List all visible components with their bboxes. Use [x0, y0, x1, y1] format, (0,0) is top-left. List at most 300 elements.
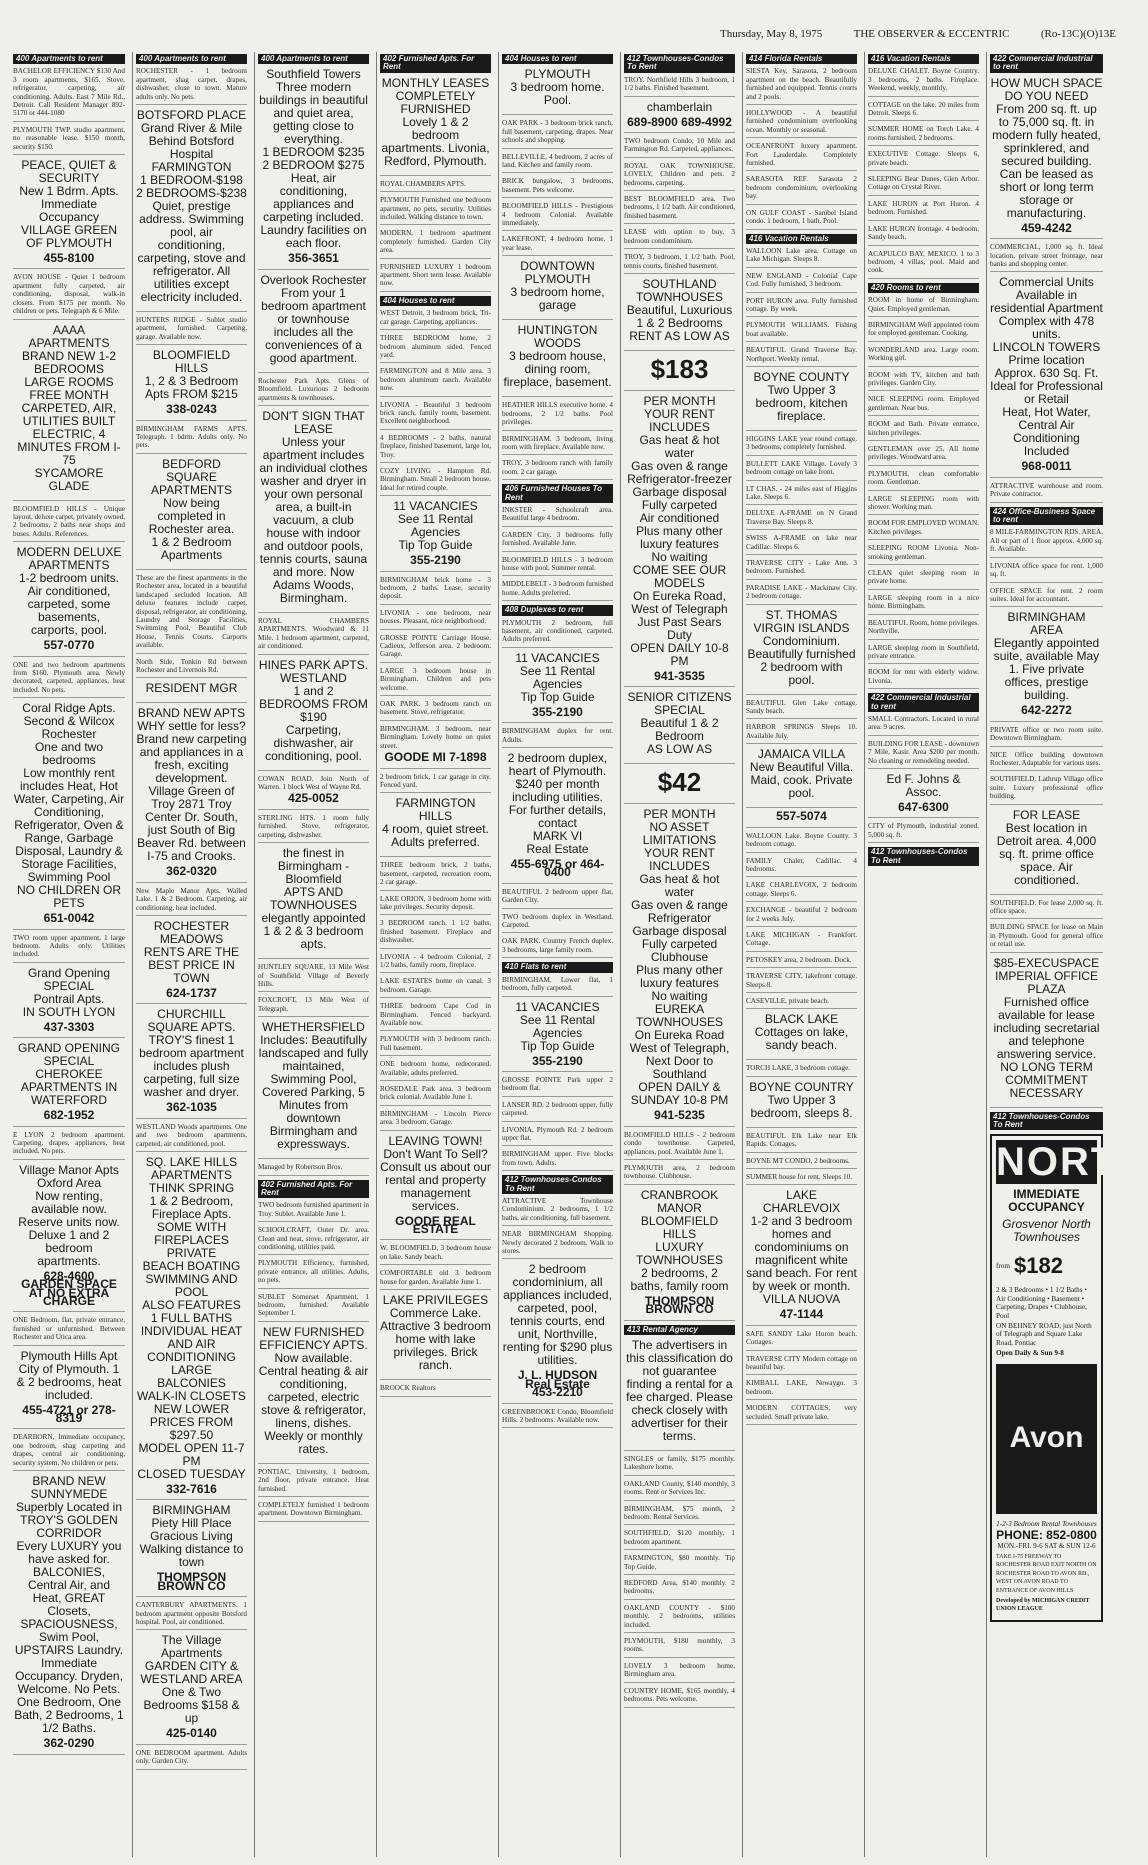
ad-text: PRIVATE office or two room suite. Downtown Birmingham. [990, 725, 1103, 743]
ad-text: OAKLAND COUNTY - $100 monthly. 2 bedrooms, utilities included. [624, 1603, 735, 1629]
ad-display-text: $85-EXECUSPACE IMPERIAL OFFICE PLAZA Furnished office available for lease including secretarial and telephone answering service. NO LONG TERM COMMITMENT NECESSARY [993, 955, 1100, 1100]
ad-text: CANTERBURY APARTMENTS. 1 bedroom apartment opposite Botsford hospital. Pool, air conditioned. [136, 1601, 247, 1627]
classified-ad [13, 1433, 125, 1471]
ad-text: BEAUTIFUL Grand Traverse Bay. Northport. Weekly rental. [746, 346, 857, 363]
classified-ad [380, 1002, 491, 1031]
classified-ad [380, 1110, 491, 1131]
avon-phone: PHONE: 852-0800 [996, 1528, 1097, 1543]
classified-ad [746, 1404, 857, 1425]
ad-text: FURNISHED LUXURY 1 bedroom apartment. Short term lease. Available now. [380, 262, 491, 288]
classified-ad [380, 180, 491, 192]
ad-text: CLEAN quiet sleeping room in private home. [868, 569, 979, 586]
classified-ad [868, 544, 979, 565]
ad-text: BLOOMFIELD HILLS - 3 bedroom house with pool. Summer rental. [502, 555, 613, 572]
ad-phone: 941-5235 [654, 1108, 705, 1123]
ad-text: PARADISE LAKE - Mackinaw City. 2 bedroom cottage. [746, 583, 857, 601]
classified-ad [502, 260, 613, 320]
ad-display-text: BOTSFORD PLACE Grand River & Mile Behind Botsford Hospital FARMINGTON 1 BEDROOM-$198 2 BEDROOMS-$238 Quiet, prestige address. Swimming pool, air conditioning, carpeting, stove and refrigerator. All utilities except electricity included. [136, 108, 247, 305]
ad-display-text: PER MONTH YOUR RENT INCLUDES Gas heat & hot water Gas oven & range Refrigerator-freezer Garbage disposal Fully carpeted Air conditioned Plus many other luxury features No waiting COME SEE OUR MODELS On Eureka Road, West of Telegraph Just Past Sears Duty OPEN DAILY 10-8 PM [627, 393, 732, 668]
ad-text: BLOOMFIELD HILLS - Unique layout, deluxe carpet, privately owned, 2 bedrooms, 2 baths near shops and buses. Adults. References. [13, 504, 125, 538]
classified-ad [502, 119, 613, 148]
ad-text: BIRMINGHAM. 3 bedroom, near Birmingham. Lovely home on quiet street. [380, 724, 491, 750]
ad-display-text: Village Manor Apts Oxford Area Now renting, available now. Reserve units now. Deluxe 1 and 2 bedroom apartments. [18, 1162, 120, 1268]
ad-text: REDFORD Area, $140 monthly. 2 bedrooms. [624, 1579, 735, 1596]
section-header: 414 Florida Rentals [746, 54, 857, 64]
classified-ad [746, 857, 857, 878]
classified-ad [990, 726, 1103, 747]
classified-ad [136, 458, 247, 570]
classified-ad [868, 715, 979, 736]
classified-ad [746, 109, 857, 138]
classified-ad [258, 1163, 369, 1175]
ad-text: STERLING HTS. 1 room fully furnished. Stove, refrigerator, carpeting, dishwasher. [258, 813, 369, 839]
ad-text: THREE BEDROOM home, 2 bedroom aluminum sided. Fenced yard. [380, 334, 491, 359]
ad-text: GARDEN City, 3 bedrooms fully furnished. Available June. [502, 530, 613, 548]
ad-text: COMFORTABLE old 3 bedroom house for garden. Available June 1. [380, 1269, 491, 1286]
classified-ad [746, 723, 857, 744]
section-header: 416 Vacation Rentals [868, 54, 979, 64]
classified-ad [258, 1326, 369, 1464]
classified-ad [502, 752, 613, 884]
classified-ad [380, 1035, 491, 1056]
ad-text: BIRMINGHAM. Lower flat, 1 bedroom, fully carpeted. [502, 975, 613, 993]
ad-text: BRICK bungalow, 3 bedrooms, basement. Pets welcome. [502, 177, 613, 194]
classified-ad [502, 1126, 613, 1147]
classified-ad [136, 887, 247, 916]
classified-ad [746, 748, 857, 808]
ad-text: BIRMINGHAM brick home - 3 bedroom, 2 baths. Lease, security deposit. [380, 575, 491, 601]
classified-ad [502, 619, 613, 648]
column-1 [10, 52, 128, 1857]
classified-ad [380, 1384, 491, 1396]
classified-ad [990, 482, 1103, 503]
classified-ad [258, 1021, 369, 1159]
classified-ad [746, 1064, 857, 1076]
classified-ad [13, 505, 125, 543]
ad-text: SOUTHFIELD. Lathrup Village office suite. Luxury professional office building. [990, 775, 1103, 801]
classified-ad [380, 500, 491, 571]
classified-ad [868, 225, 979, 246]
ad-display-text: 11 VACANCIES See 11 Rental Agencies Tip Top Guide [515, 650, 600, 704]
ad-display-text: RESIDENT MGR [145, 681, 238, 696]
classified-ad [746, 809, 857, 827]
north-hours: Open Daily & Sun 9-8 [996, 1349, 1064, 1358]
ad-text: TROY. Northfield Hills 3 bedroom, 1 1/2 baths. Finished basement. [624, 75, 735, 93]
ad-text: COZY LIVING - Hampton Rd. Birmingham. Small 2 bedroom house. Ideal for retired couple. [380, 466, 491, 492]
classified-ad [746, 247, 857, 268]
classified-ad [746, 1157, 857, 1169]
classified-ad [380, 667, 491, 696]
classified-ad [502, 556, 613, 577]
ad-text: WESTLAND Woods apartments. One and two bedroom apartments, carpeted, air conditioned, pool. [136, 1122, 247, 1148]
column-8 [864, 52, 982, 1857]
classified-ad [990, 751, 1103, 772]
classified-ad [380, 609, 491, 630]
ad-text: 2 bedroom brick, 1 car garage in city. Fenced yard. [380, 772, 491, 789]
classified-ad [746, 956, 857, 968]
classified-ad [380, 725, 491, 769]
classified-ad [13, 1131, 125, 1160]
ad-text: CASEVILLE, private beach. [746, 996, 830, 1005]
classified-ad [502, 68, 613, 115]
classified-ad [746, 67, 857, 105]
ad-text: BEAUTIFUL Glen Lake cottage. Sandy beach. [746, 698, 857, 716]
ad-price: $42 [657, 767, 702, 798]
ad-text: LIVONIA - Beautiful 3 bedroom brick ranch, family room, basement. Excellent neighborhood. [380, 400, 491, 426]
ad-display-text: GRAND OPENING SPECIAL CHEROKEE APARTMENTS IN WATERFORD [17, 1041, 120, 1108]
ad-display-text: BOYNE COUNTY Two Upper 3 bedroom, kitchen fireplace. [753, 369, 850, 423]
ad-phone: 455-4721 or 278-8319 [22, 1402, 116, 1426]
ad-text: HUNTLEY SQUARE, 13 Mile West of Southfield. Village of Beverly Hills. [258, 963, 369, 988]
classified-ad [868, 346, 979, 367]
ad-text: HARBOR SPRINGS Sleeps 10. Available July. [746, 723, 857, 740]
ad-phone: 557-0770 [43, 638, 95, 653]
ad-text: ONE and two bedroom apartments from $160. Plymouth area. Newly decorated, carpeted, appliances, heat included. No pets. [13, 660, 125, 694]
classified-ad [258, 274, 369, 373]
classified-ad [868, 67, 979, 96]
ad-text: ROOM in home of Birmingham. Quiet. Employed gentleman. [868, 296, 979, 313]
ad-text: TORCH LAKE, 3 bedroom cottage. [746, 1064, 851, 1073]
classified-ad [746, 435, 857, 456]
avon-logo-text: Avon [1009, 1421, 1084, 1455]
ad-text: North Side, Tonkin Rd between Rochester and Livernois Rd. [136, 657, 247, 674]
ad-phone: 647-6300 [898, 799, 949, 814]
classified-ad [502, 1076, 613, 1097]
ad-text: ROSEDALE Park area. 3 bedroom brick colonial. Available June 1. [380, 1085, 491, 1102]
classified-ad [136, 109, 247, 312]
classified-ad [990, 775, 1103, 804]
avon-directions: TAKE I-75 FREEWAY TO ROCHESTER ROAD EXIT NORTH ON ROCHESTER ROAD TO AVON RD., WEST ON AVON ROAD TO ENTRANCE OF AVON HILLS [996, 1553, 1097, 1594]
classified-ad [624, 162, 735, 191]
classified-ad [624, 1189, 735, 1321]
ad-display-text: 2 bedroom duplex, heart of Plymouth. $240 per month including utilities. For further details, contact MARK VI Real Estate [507, 751, 608, 857]
classified-ad [502, 727, 613, 748]
classified-page [10, 52, 1148, 1857]
ad-text: BULLETT LAKE Village. Lovely 3 bedroom cottage on lake front. [746, 459, 857, 477]
classified-ad [380, 229, 491, 258]
column-3 [254, 52, 372, 1857]
north-price: $182 [1013, 1253, 1063, 1279]
classified-ad [258, 996, 369, 1017]
ad-text: LAKE ESTATES home on canal. 3 bedroom. Garage. [380, 977, 491, 994]
classified-ad [990, 923, 1103, 952]
ad-text: ROOM and Bath. Private entrance, kitchen privileges. [868, 420, 979, 437]
section-header: 416 Vacation Rentals [746, 234, 857, 244]
classified-ad [13, 702, 125, 929]
ad-text: WEST Detroit, 3 bedroom brick, Tri-car garage. Carpeting, appliances. [380, 309, 491, 326]
classified-ad [13, 967, 125, 1038]
ad-text: NEW ENGLAND - Colonial Cape Cod. Fully furnished, 3 bedroom. [746, 271, 857, 289]
classified-ad [868, 773, 979, 818]
ad-text: FARMINGTON, $80 monthly. Tip Top Guide. [624, 1554, 735, 1571]
ad-display-text: ST. THOMAS VIRGIN ISLANDS Condominium. Beautifully furnished 2 bedroom with pool. [747, 607, 856, 687]
classified-ad [990, 957, 1103, 1108]
classified-ad [502, 531, 613, 552]
ad-text: 4 BEDROOMS - 2 baths, natural fireplace, finished basement, large lot, Troy. [380, 433, 491, 459]
classified-ad [868, 395, 979, 416]
ad-text: PLYMOUTH TWP. studio apartment, no reasonable lease. $150 month, security $150. [13, 125, 125, 151]
ad-text: AVON HOUSE - Quiet 1 bedroom apartment fully carpeted, air conditioning, disposal, walk-in closets. From $175 per month. No children or pets. Telegraph & 6 Mile. [13, 273, 125, 316]
avon-developer: Developed by MICHIGAN CREDIT UNION LEAGUE [996, 1597, 1090, 1613]
column-7 [742, 52, 860, 1857]
ad-display-text: FARMINGTON HILLS 4 room, quiet street. Adults preferred. [382, 796, 489, 850]
classified-ad [624, 1637, 735, 1658]
classified-ad [13, 67, 125, 121]
ad-phone: 355-2190 [532, 704, 583, 719]
classified-ad [13, 546, 125, 656]
ad-text: LANSER RD. 2 bedroom upper, fully carpeted. [502, 1100, 613, 1118]
ad-text: GREENBROOKE Condo, Bloomfield Hills. 2 bedrooms. Available now. [502, 1407, 613, 1425]
ad-text: FAMILY Chalet, Cadillac. 4 bedrooms. [746, 856, 857, 873]
ad-text: HIGGINS LAKE year round cottage. 3 bedrooms, completely furnished. [746, 434, 857, 452]
ad-text: BOYNE MT CONDO, 2 bedrooms. [746, 1156, 850, 1165]
paper-name: THE OBSERVER & ECCENTRIC [853, 28, 1010, 40]
classified-ad [624, 395, 735, 687]
classified-ad [624, 101, 735, 133]
north-location: ON BEHNEY ROAD, just North of Telegraph and Square Lake Road, Pontiac [996, 1322, 1092, 1347]
ad-text: ON GULF COAST - Sanibel Island condo. 1 bedroom, 1 bath. Pool. [746, 208, 857, 226]
classified-ad [868, 569, 979, 590]
classified-ad [380, 367, 491, 396]
ad-text: SCHOOLCRAFT, Outer Dr. area. Clean and neat, stove, refrigerator, air conditioning, utilities paid. [258, 1226, 369, 1251]
ad-phone: 332-7616 [166, 1482, 217, 1496]
classified-ad [746, 559, 857, 580]
ad-display-text: WHETHERSFIELD Includes: Beautifully landscaped and fully maintained, Swimming Pool, Covered Parking, 5 Minutes from downtown Birmingham and expressways. [258, 1020, 369, 1152]
classified-ad [136, 316, 247, 345]
classified-ad [990, 77, 1103, 239]
classified-ad [136, 1156, 247, 1500]
classified-ad [746, 297, 857, 318]
ad-display-text: BRAND NEW SUNNYMEDE Superbly Located in TROY'S GOLDEN CORRIDOR Every LUXURY you have asked for. BALCONIES, Central Air, and Heat, GREAT Closets, SPACIOUSNESS, Swim Pool, UPSTAIRS Laundry. Immediate Occupancy. Dryden, Welcome. No Pets. One Bedroom, One Bath, 2 Bedrooms, 1 1/2 Baths. [14, 1474, 124, 1736]
classified-ad [502, 459, 613, 480]
ad-text: BIRMINGHAM Well appointed room for employed gentleman. Cooking. [868, 320, 979, 338]
ad-text: W. BLOOMFIELD, 3 bedroom house on lake. Sandy beach. [380, 1244, 491, 1261]
classified-ad [624, 253, 735, 274]
classified-ad [868, 740, 979, 769]
ad-text: NICE Office building downtown Rochester. Adaptable for various uses. [990, 750, 1103, 767]
section-header: 402 Furnished Apts. For Rent [258, 1180, 369, 1199]
classified-ad [990, 587, 1103, 608]
ad-display-text: JAMAICA VILLA New Beautiful Villa. Maid, cook. Private pool. [749, 747, 854, 801]
classified-ad [746, 1013, 857, 1060]
ad-phone: J. L. HUDSON Real Estate 453-2210 [517, 1368, 598, 1400]
classified-ad [746, 1173, 857, 1185]
classified-ad [868, 200, 979, 221]
classified-ad [502, 1230, 613, 1259]
section-header: 412 Townhouses-Condos To Rent [624, 54, 735, 73]
ad-display-text: chamberlain [646, 99, 713, 114]
ad-text: BUILDING FOR LEASE - downtown 7 Mile, Kasir. Area $200 per month. No cleaning or remodeling needed. [868, 739, 980, 765]
ad-text: SLEEPING ROOM Livonia. Non-smoking gentleman. [868, 544, 979, 561]
ad-phone: 557-5074 [776, 809, 827, 824]
ad-text: LT CHAS. - 24 miles east of Higgins Lake. Sleeps 6. [746, 484, 857, 501]
ad-text: BIRMINGHAM FARMS APTS. Telegraph. 1 bdrm. Adults only. No pets. [136, 424, 247, 450]
ad-text: BIRMINGHAM duplex for rent. Adults. [502, 727, 613, 744]
classified-ad [380, 797, 491, 857]
classified-ad [624, 1687, 735, 1708]
ad-text: PLYMOUTH 2 bedroom, full basement, air conditioned, carpeted. Adults preferred. [502, 618, 613, 644]
ad-phone: 642-2272 [1021, 703, 1072, 718]
ad-display-text: DON'T SIGN THAT LEASE Unless your apartment includes an individual clothes washer and dryer in your own personal area, a built-in vacuum, a club house with indoor and outdoor pools, tennis courts, sauna and more. Now Adams Woods, Birmingham. [259, 409, 368, 606]
ad-phone: 437-3303 [43, 1019, 95, 1034]
classified-ad [502, 177, 613, 198]
ad-text: LAKE HURON at Port Huron. 4 bedroom. Furnished. [868, 199, 979, 217]
ad-text: SLEEPING Bear Dunes, Glen Arbor. Cottage on Crystal River. [868, 175, 979, 192]
ad-phone: 425-0052 [288, 791, 339, 806]
column-6 [620, 52, 738, 1857]
classified-ad [868, 668, 979, 689]
ad-text: TROY, 3 bedroom, 1 1/2 bath. Pool, tennis courts, finished basement. [624, 253, 735, 270]
ad-text: PONTIAC, University, 1 bedroom, 2nd floor, private entrance. Heat furnished. [258, 1467, 369, 1493]
classified-ad [136, 1749, 247, 1770]
section-header: 422 Commercial Industrial to rent [868, 693, 979, 712]
classified-ad [624, 1480, 735, 1501]
ad-display-text: MONTHLY LEASES COMPLETELY FURNISHED Lovely 1 & 2 bedroom apartments. Livonia, Redford, Plymouth. [381, 75, 490, 168]
ad-text: COMPLETELY furnished 1 bedroom apartment. Downtown Birmingham. [258, 1501, 369, 1518]
classified-ad [624, 1131, 735, 1160]
classified-ad [380, 196, 491, 225]
ad-display-text: HINES PARK APTS. WESTLAND 1 and 2 BEDROOMS FROM $190 Carpeting, dishwasher, air conditioning, pool. [258, 657, 369, 763]
ad-display-text: BOYNE COUNTRY Two Upper 3 bedroom, sleeps 8. [749, 1079, 854, 1120]
ad-text: LIVONIA office space for rent. 1,000 sq. ft. [990, 561, 1103, 579]
classified-ad [990, 899, 1103, 920]
ad-text: OAK PARK - 3 bedroom brick ranch, full basement, carpeting, drapes. Near schools and shopping. [502, 119, 613, 145]
ad-phone: 338-0243 [166, 402, 217, 417]
ad-text: HEATHER HILLS executive home. 4 bedrooms, 2 1/2 baths. Pool privileges. [502, 401, 613, 427]
classified-ad [13, 159, 125, 269]
ad-text: LAKE CHARLEVOIX, 2 bedroom cottage. Sleeps 6. [746, 881, 857, 898]
ad-text: MODERN COTTAGES, very secluded. Small private lake. [746, 1404, 857, 1421]
ad-text: BUILDING SPACE for lease on Main in Plymouth. Good for general office or retail use. [990, 923, 1103, 949]
section-header: 404 Houses to rent [380, 296, 491, 306]
ad-text: ROOM with TV, kitchen and bath privileges. Garden City. [868, 370, 979, 387]
ad-text: INKSTER - Schoolcraft area. Beautiful large 4 bedroom. [502, 505, 613, 523]
classified-ad [502, 202, 613, 231]
north-logo: NORTH [996, 1140, 1148, 1185]
classified-ad [746, 832, 857, 853]
ad-display-text: 11 VACANCIES See 11 Rental Agencies Tip Top Guide [393, 499, 478, 553]
ad-phone: THOMPSON BROWN CO [156, 1570, 227, 1593]
ad-text: PLYMOUTH, $180 monthly, 3 rooms. [624, 1637, 735, 1654]
ad-text: KIMBALL LAKE, Newaygo. 3 bedroom. [746, 1379, 857, 1396]
classified-ad [624, 355, 735, 391]
ad-text: OAKLAND County, $140 monthly, 3 rooms. Rent or Services Inc. [624, 1479, 735, 1497]
avon-hours: MON.-FRI. 9-6 SAT & SUN 12-6 [997, 1542, 1096, 1551]
classified-ad [13, 1475, 125, 1754]
ad-text: CITY of Plymouth, industrial zoned. 5,000 sq. ft. [868, 822, 979, 839]
classified-ad [746, 931, 857, 952]
classified-ad [380, 634, 491, 663]
ad-display-text: MODERN DELUXE APARTMENTS 1-2 bedroom units. Air conditioned, carpeted, some basements, carports, pool. [16, 545, 122, 638]
ad-text: TWO bedroom Condo, 10 Mile and Farmington Rd. Carpeted, appliances. [624, 137, 735, 154]
classified-ad [136, 1123, 247, 1152]
ad-text: OFFICE SPACE for rent. 2 room suites. Ideal for accountant. [990, 586, 1103, 603]
ad-text: DEARBORN, Immediate occupancy, one bedroom, shag carpeting and drapes, central air conditioning, security system. No children or pets. [13, 1433, 125, 1467]
ad-text: LARGE SLEEPING room with shower. Working man. [868, 494, 979, 512]
classified-ad [624, 1455, 735, 1476]
ad-text: LAKEFRONT, 4 bedroom home. 1 year lease. [502, 235, 613, 252]
ad-display-text: HOW MUCH SPACE DO YOU NEED From 200 sq. ft. up to 75,000 sq. ft. in modern fully heated, sprinklered, and secured building. Can be leased as short or long term storage or manufacturing. [990, 75, 1103, 220]
ad-text: THREE bedroom brick, 2 baths, basement, carpeted, recreation room, 2 car garage. [380, 861, 491, 887]
classified-ad [868, 250, 979, 279]
ad-text: LEASE with option to buy. 3 bedroom condominium. [624, 228, 735, 245]
ad-text: SAFE SANDY Lake Huron beach. Cottages. [746, 1329, 857, 1347]
ad-text: SOUTHFIELD. For lease 2,000 sq. ft. office space. [990, 898, 1103, 915]
classified-ad [624, 1579, 735, 1600]
classified-ad [380, 1135, 491, 1241]
ad-text: Rochester Park Apts. Glens of Bloomfield. Luxurious 2 bedroom apartments & townhouses. [258, 376, 369, 402]
ad-text: PLYMOUTH WILLIAMS. Fishing boat available. [746, 321, 857, 338]
classified-ad [624, 1529, 735, 1550]
classified-ad [746, 142, 857, 171]
classified-ad [868, 371, 979, 392]
classified-ad [258, 963, 369, 992]
ad-text: OAK PARK. Country French duplex. 3 bedrooms, large family room. [502, 937, 613, 954]
classified-ad [136, 574, 247, 654]
issue-date: Thursday, May 8, 1975 [720, 28, 823, 40]
classified-ad [868, 619, 979, 640]
classified-ad [380, 309, 491, 330]
classified-ad [624, 1662, 735, 1683]
classified-ad [868, 175, 979, 196]
ad-phone: 425-0140 [166, 1726, 217, 1741]
ad-phone: 355-2190 [410, 553, 461, 568]
classified-ad [868, 125, 979, 146]
ad-display-text: NEW FURNISHED EFFICIENCY APTS. Now available. Central heating & air conditioning, carpeted, electric stove & refrigerator, linens, dishes. Weekly or monthly rates. [258, 1324, 369, 1456]
ad-display-text: CRANBROOK MANOR BLOOMFIELD HILLS LUXURY TOWNHOUSES 2 bedrooms, 2 baths, family room [630, 1187, 729, 1293]
classified-ad [746, 534, 857, 555]
classified-ad [746, 371, 857, 431]
ad-text: LARGE sleeping room in Southfield, private entrance. [868, 643, 979, 660]
classified-ad [136, 707, 247, 882]
classified-ad [990, 276, 1103, 477]
classified-ad [746, 699, 857, 720]
classified-ad [868, 150, 979, 171]
section-header: 400 Apartments to rent [13, 54, 125, 64]
classified-ad [746, 881, 857, 902]
classified-ad [990, 809, 1103, 895]
ad-display-text: CHURCHILL SQUARE APTS. TROY'S finest 1 bedroom apartment includes plush carpeting, full size washer and dryer. [139, 1007, 244, 1100]
classified-ad [624, 691, 735, 764]
column-4 [376, 52, 494, 1857]
classified-ad [13, 324, 125, 501]
ad-display-text: PER MONTH NO ASSET LIMITATIONS YOUR RENT INCLUDES Gas heat & hot water Gas oven & range Refrigerator Garbage disposal Fully carpeted Clubhouse Plus many other luxury features No waiting EUREKA TOWNHOUSES On Eureka Road West of Telegraph, Next Door to Southland OPEN DAILY & SUNDAY 10-8 PM [629, 807, 730, 1108]
classified-ad [746, 509, 857, 530]
classified-ad [380, 434, 491, 463]
ad-display-text: BLACK LAKE Cottages on lake, sandy beach. [754, 1012, 849, 1053]
classified-ad [258, 1201, 369, 1222]
classified-ad [380, 467, 491, 496]
classified-ad [258, 410, 369, 613]
ad-display-text: LAKE PRIVILEGES Commerce Lake. Attractive 3 bedroom home with lake privileges. Brick ranch. [380, 1293, 491, 1373]
column-2 [132, 52, 250, 1857]
north-from: from [996, 1262, 1010, 1271]
classified-ad [868, 495, 979, 516]
section-header: 412 Townhouses-Condos To Rent [990, 1112, 1103, 1131]
ad-text: EXCHANGE - beautiful 2 bedroom for 2 weeks July. [746, 906, 857, 923]
classified-ad [380, 700, 491, 721]
classified-ad [502, 976, 613, 997]
classified-ad [502, 153, 613, 174]
section-header: 400 Apartments to rent [136, 54, 247, 64]
ad-display-text: Ed F. Johns & Assoc. [886, 771, 961, 799]
ad-text: COUNTRY HOME, $165 monthly, 4 bedrooms. Pets welcome. [624, 1686, 735, 1704]
ad-text: BLOOMFIELD HILLS - 2 bedroom condo townhouse. Carpeted, appliances, pool. Available June 1. [624, 1130, 735, 1156]
classified-ad [990, 528, 1103, 557]
classified-ad [746, 1081, 857, 1128]
classified-ad [624, 228, 735, 249]
ad-text: These are the finest apartments in the Rochester area, located in a beautiful landscaped secluded location. All deluxe features include carpet, disposal, refrigerator, air conditioning, Laundry and Storage Facilities, Swimming Pool, Beautiful Club House, Tennis Courts. Carports available. [136, 573, 247, 650]
